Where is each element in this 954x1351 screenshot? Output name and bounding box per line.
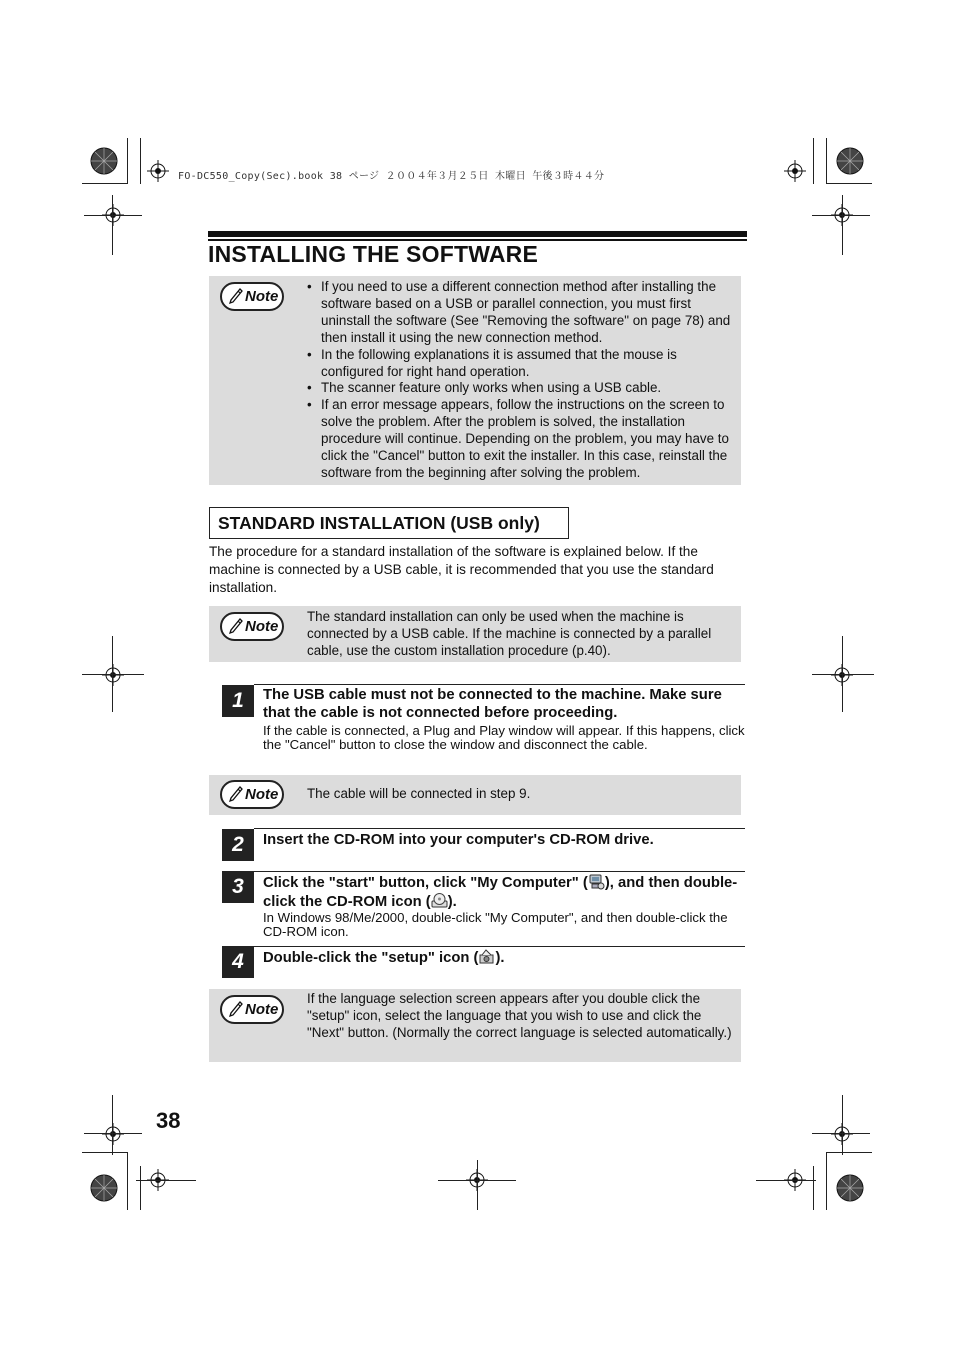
step-3-body: In Windows 98/Me/2000, double-click "My Computer", and then double-click the CD-ROM icon. bbox=[263, 910, 728, 940]
setup-icon bbox=[478, 948, 495, 965]
note-1-item: • In the following explanations it is assumed that the mouse is configured for right hand operation. bbox=[307, 347, 735, 381]
section-title: STANDARD INSTALLATION (USB only) bbox=[209, 507, 569, 539]
note-1-item: • If you need to use a different connection method after installing the software based on a USB or parallel connection, you must first uninstall the software (See "Removing the software" on page 78) and then install it using the new connection method. bbox=[307, 279, 735, 347]
color-disc-icon bbox=[836, 147, 864, 175]
note-badge bbox=[220, 995, 284, 1024]
note-2-text: The standard installation can only be used when the machine is connected by a USB cable. If the machine is connected by a parallel cable, use the custom installation procedure (p.40). bbox=[307, 609, 712, 658]
registration-mark-icon bbox=[102, 664, 124, 686]
pencil-icon bbox=[229, 288, 243, 304]
note-badge bbox=[220, 282, 284, 311]
note-1-text bbox=[307, 279, 735, 482]
intro-paragraph: The procedure for a standard installation of the software is explained below. If the machine is connected by a USB cable, it is recommended that you use the standard installation. bbox=[209, 544, 714, 595]
note-3-text: The cable will be connected in step 9. bbox=[307, 786, 531, 801]
registration-mark-icon bbox=[147, 160, 169, 182]
note-1-list bbox=[307, 279, 735, 482]
pencil-icon bbox=[229, 1001, 243, 1017]
note-badge bbox=[220, 612, 284, 641]
note-label: Note bbox=[245, 1001, 279, 1018]
color-disc-icon bbox=[836, 1174, 864, 1202]
page-title: INSTALLING THE SOFTWARE bbox=[208, 241, 538, 267]
registration-mark-icon bbox=[784, 160, 806, 182]
page-number: 38 bbox=[156, 1108, 181, 1133]
step-4-heading-part: ). bbox=[495, 950, 505, 966]
pencil-icon bbox=[229, 786, 243, 802]
color-disc-icon bbox=[90, 1174, 118, 1202]
step-3-heading-part: ). bbox=[447, 894, 457, 910]
step-4-heading bbox=[263, 948, 743, 967]
note-label: Note bbox=[245, 288, 279, 305]
step-1-number: 1 bbox=[222, 685, 254, 717]
step-1-heading: The USB cable must not be connected to the machine. Make sure that the cable is not connected before proceeding. bbox=[263, 687, 722, 721]
step-rule bbox=[254, 946, 745, 947]
step-3-heading-part: Click the "start" button, click "My Computer" ( bbox=[263, 875, 588, 891]
note-box-2 bbox=[209, 606, 741, 662]
note-box-1 bbox=[209, 276, 741, 485]
note-1-item: • If an error message appears, follow the instructions on the screen to solve the problem. After the problem is solved, the installation procedure will continue. Depending on the problem, you may have to click the "Cancel" button to exit the installer. In this case, reinstall the software from the beginning after solving the problem. bbox=[307, 397, 735, 482]
step-rule bbox=[254, 828, 745, 829]
note-box-4 bbox=[209, 989, 741, 1062]
pencil-icon bbox=[229, 618, 243, 634]
step-2-number: 2 bbox=[222, 829, 254, 861]
step-3-number: 3 bbox=[222, 871, 254, 903]
step-1-body: If the cable is connected, a Plug and Play window will appear. If this happens, click the "Cancel" button to close the window and disconnect the cable. bbox=[263, 723, 745, 753]
color-disc-icon bbox=[90, 147, 118, 175]
step-2-heading: Insert the CD-ROM into your computer's CD-ROM drive. bbox=[263, 832, 654, 848]
registration-mark-icon bbox=[102, 1123, 124, 1145]
step-4-number: 4 bbox=[222, 946, 254, 978]
step-rule bbox=[254, 684, 745, 685]
title-rule-thick bbox=[208, 231, 747, 237]
cd-rom-icon bbox=[431, 892, 448, 909]
note-label: Note bbox=[245, 786, 279, 803]
step-3-heading bbox=[263, 873, 743, 911]
note-badge bbox=[220, 780, 284, 809]
note-1-item: • The scanner feature only works when using a USB cable. bbox=[307, 380, 735, 397]
step-4-heading-part: Double-click the "setup" icon ( bbox=[263, 950, 479, 966]
step-3-heading-part: ), and then double-click the CD-ROM icon ( bbox=[263, 875, 738, 910]
step-rule bbox=[254, 871, 745, 872]
note-box-3 bbox=[209, 775, 741, 815]
note-label: Note bbox=[245, 618, 279, 635]
my-computer-icon bbox=[588, 873, 605, 890]
note-4-text: If the language selection screen appears after you double click the "setup" icon, select the language that you wish to use and click the "Next" button. (Normally the correct language is selected automatically.) bbox=[307, 991, 732, 1040]
print-header: FO-DC550_Copy(Sec).book 38 ページ ２００４年３月２５日 木曜日 午後３時４４分 bbox=[178, 171, 605, 182]
